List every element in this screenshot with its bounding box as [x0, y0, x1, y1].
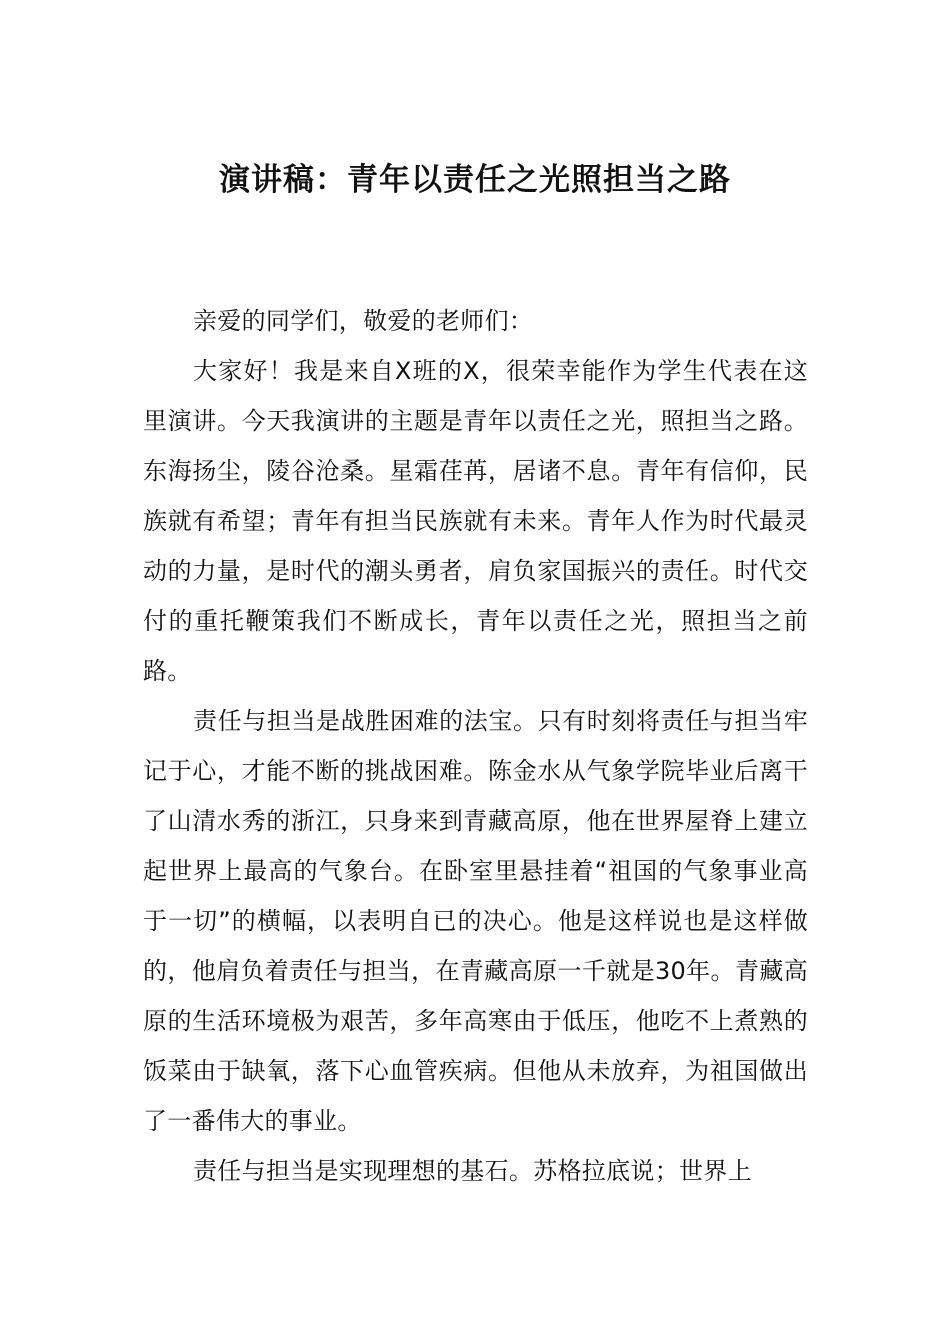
document-title: 演讲稿：青年以责任之光照担当之路 — [219, 162, 731, 198]
paragraph-introduction: 大家好！我是来自X班的X，很荣幸能作为学生代表在这里演讲。今天我演讲的主题是青年以责任之光，照担当之路。东海扬尘，陵谷沧桑。星霜荏苒，居诸不息。青年有信仰，民族就有希望；青年有担当民族就有未来。青年人作为时代最灵动的力量，是时代的潮头勇者，肩负家国振兴的责任。时代交付的重托鞭策我们不断成长，青年以责任之光，照担当之前路。 — [143, 357, 808, 685]
document-body — [143, 296, 808, 1196]
paragraph-greeting: 亲爱的同学们，敬爱的老师们： — [193, 307, 534, 335]
paragraph-overcoming-difficulty: 责任与担当是战胜困难的法宝。只有时刻将责任与担当牢记于心，才能不断的挑战困难。陈金水从气象学院毕业后离干了山清水秀的浙江，只身来到青藏高原，他在世界屋脊上建立起世界上最高的气象台。在卧室里悬挂着“祖国的气象事业高于一切”的横幅，以表明自已的决心。他是这样说也是这样做的，他肩负着责任与担当，在青藏高原一千就是30年。青藏高原的生活环境极为艰苦，多年高寒由于低压，他吃不上煮熟的饭菜由于缺氧，落下心血管疾病。但他从未放弃，为祖国做出了一番伟大的事业。 — [143, 707, 809, 1135]
paragraph-realizing-ideals: 责任与担当是实现理想的基石。苏格拉底说；世界上 — [193, 1157, 752, 1185]
